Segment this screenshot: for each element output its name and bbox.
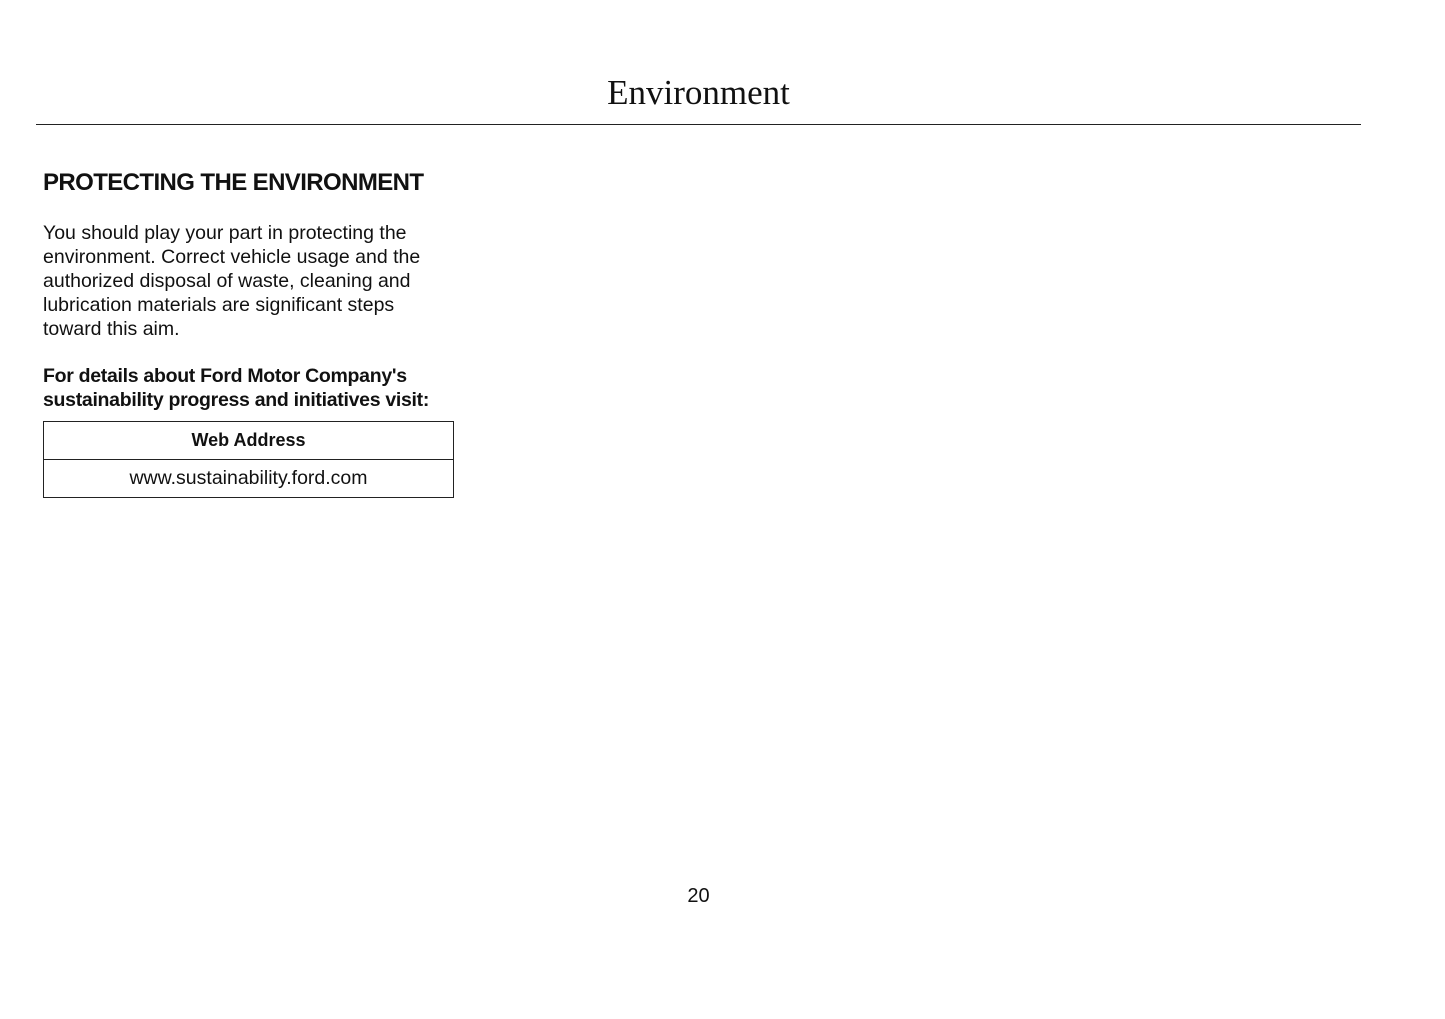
paragraph-line: environment. Correct vehicle usage and the: [43, 246, 421, 268]
details-intro: [43, 364, 455, 412]
paragraph-line: authorized disposal of waste, cleaning and: [43, 270, 411, 292]
main-column: [43, 168, 455, 498]
table-header-row: [44, 422, 454, 460]
details-line: For details about Ford Motor Company's: [43, 365, 407, 387]
table-row: [44, 460, 454, 498]
page-title: Environment: [607, 73, 790, 112]
paragraph-line: toward this aim.: [43, 318, 180, 340]
table-header-cell: Web Address: [44, 422, 454, 460]
section-heading: PROTECTING THE ENVIRONMENT: [43, 169, 424, 196]
header-divider: [36, 124, 1361, 125]
details-line: sustainability progress and initiatives visit:: [43, 389, 430, 411]
paragraph-line: You should play your part in protecting the: [43, 222, 407, 244]
web-address-table: [43, 421, 454, 498]
page-number: 20: [687, 885, 710, 907]
body-paragraph: [43, 221, 455, 341]
web-address-link[interactable]: www.sustainability.ford.com: [44, 460, 454, 498]
paragraph-line: lubrication materials are significant steps: [43, 294, 395, 316]
